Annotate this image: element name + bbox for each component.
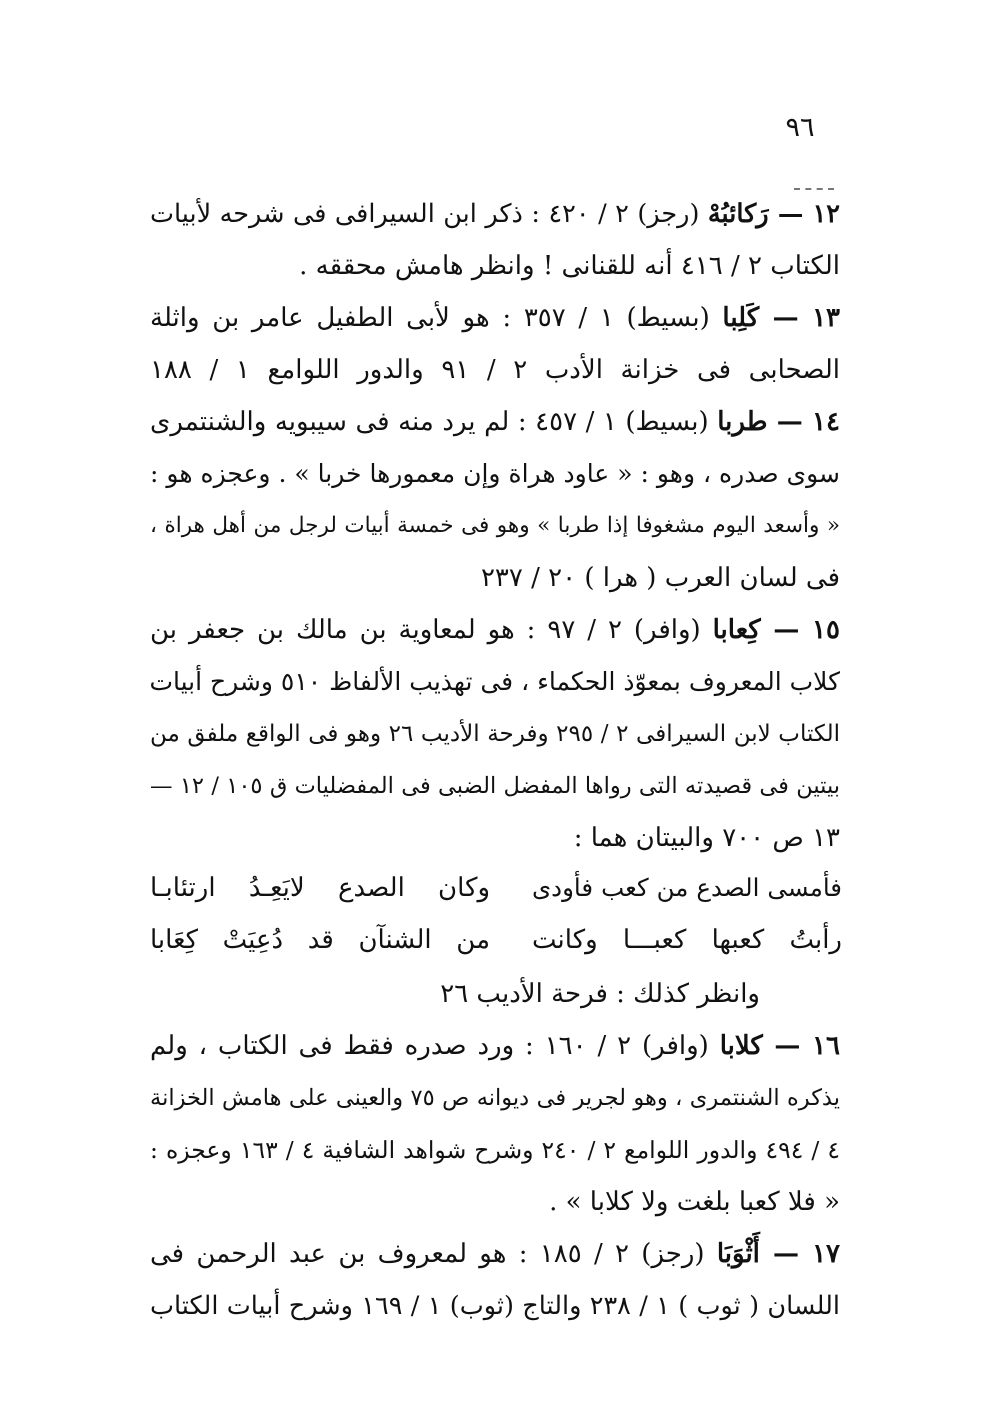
entry-text: الكتاب لابن السيرافى ٢ / ٢٩٥ وفرحة الأديب ٢٦ وهو فى الواقع ملفق من (150, 721, 840, 747)
entry-headword: ١٢ — رَكائبُهْ (707, 199, 841, 229)
entry-text: يذكره الشنتمرى ، وهو لجرير فى ديوانه ص ٧٥ والعينى على هامش الخزانة (150, 1085, 840, 1111)
entry-text: « وأسعد اليوم مشغوفا إذا طربا » وهو فى خمسة أبيات لرجل من أهل هراة ، (150, 513, 840, 538)
text-line (150, 1280, 840, 1332)
entry-text: ١٣ ص ٧٠٠ والبيتان هما : (573, 823, 840, 853)
entry-text: « فلا كعبا بلغت ولا كلابا » . (549, 1187, 840, 1217)
entry-text: (رجز) ٢ / ١٨٥ : هو لمعروف بن عبد الرحمن فى (150, 1239, 717, 1269)
entry-headword: ١٥ — كِعابا (712, 615, 840, 645)
entry-text: (وافر) ٢ / ١٦٠ : ورد صدره فقط فى الكتاب ، ولم (150, 1031, 720, 1061)
text-line: وانظر كذلك : فرحة الأديب ٢٦ (440, 979, 760, 1009)
entry-text: بيتين فى قصيدته التى رواها المفضل الضبى فى المفضليات ق ١٠٥ / ١٢ — (150, 773, 841, 799)
text-line (150, 1072, 840, 1124)
verse-second-hemistich: من الشنآن قد دُعِيَتْ كِعَابا (150, 925, 490, 955)
verse-first-hemistich: رأبتُ كعبها كعبـــا وكانت (532, 925, 842, 955)
entry-text: (وافر) ٢ / ٩٧ : هو لمعاوية بن مالك بن جعفر بن (150, 615, 713, 645)
entry-text: (بسيط) ١ / ٤٥٧ : لم يرد منه فى سيبويه والشنتمرى (150, 407, 718, 437)
text-line (150, 448, 840, 500)
entry-text: الصحابى فى خزانة الأدب ٢ / ٩١ والدور اللوامع ١ / ١٨٨ (150, 355, 840, 385)
verse-first-hemistich: فأمسى الصدع من كعب فأودى (532, 873, 842, 902)
text-line (150, 1176, 840, 1228)
page-number: ٩٦ (785, 112, 815, 143)
text-line (150, 552, 840, 604)
entry-text: فى لسان العرب ( هرا ) ٢٠ / ٢٣٧ (480, 563, 840, 593)
entry-text: كلاب المعروف بمعوّذ الحكماء ، فى تهذيب الألفاظ ٥١٠ وشرح أبيات (149, 667, 840, 696)
text-line (150, 500, 840, 552)
text-line (150, 188, 840, 240)
text-line (150, 812, 840, 864)
text-line (150, 344, 840, 396)
entry-text: اللسان ( ثوب ) ١ / ٢٣٨ والتاج (ثوب) ١ / ١٦٩ وشرح أبيات الكتاب (150, 1291, 840, 1321)
text-line (150, 396, 840, 448)
entry-headword: ١٣ — كَلِبا (722, 303, 840, 333)
verse-second-hemistich: وكان الصدع لايَعِـدُ ارتئابـا (150, 873, 490, 903)
entry-text: الكتاب ٢ / ٤١٦ أنه للقنانى ! وانظر هامش محققه . (299, 251, 840, 281)
text-line (150, 240, 840, 292)
text-line (150, 292, 840, 344)
text-line (150, 1020, 840, 1072)
text-line (150, 604, 840, 656)
text-line (150, 1228, 840, 1280)
entry-text: سوى صدره ، وهو : « عاود هراة وإن معمورها خربا » . وعجزه هو : (150, 459, 840, 488)
text-line (150, 708, 840, 760)
entry-text: (بسيط) ١ / ٣٥٧ : هو لأبى الطفيل عامر بن واثلة (150, 303, 723, 333)
text-line (150, 760, 840, 812)
entry-headword: ١٤ — طربا (717, 407, 840, 437)
entry-headword: ١٦ — كلابا (719, 1031, 841, 1061)
entry-headword: ١٧ — أَثْوَبَا (716, 1239, 840, 1269)
entry-text: (رجز) ٢ / ٤٢٠ : ذكر ابن السيرافى فى شرحه لأبيات (150, 199, 708, 229)
text-line (150, 656, 840, 708)
text-line (150, 1124, 840, 1176)
entry-text: ٤ / ٤٩٤ والدور اللوامع ٢ / ٢٤٠ وشرح شواهد الشافية ٤ / ١٦٣ وعجزه : (150, 1136, 841, 1164)
